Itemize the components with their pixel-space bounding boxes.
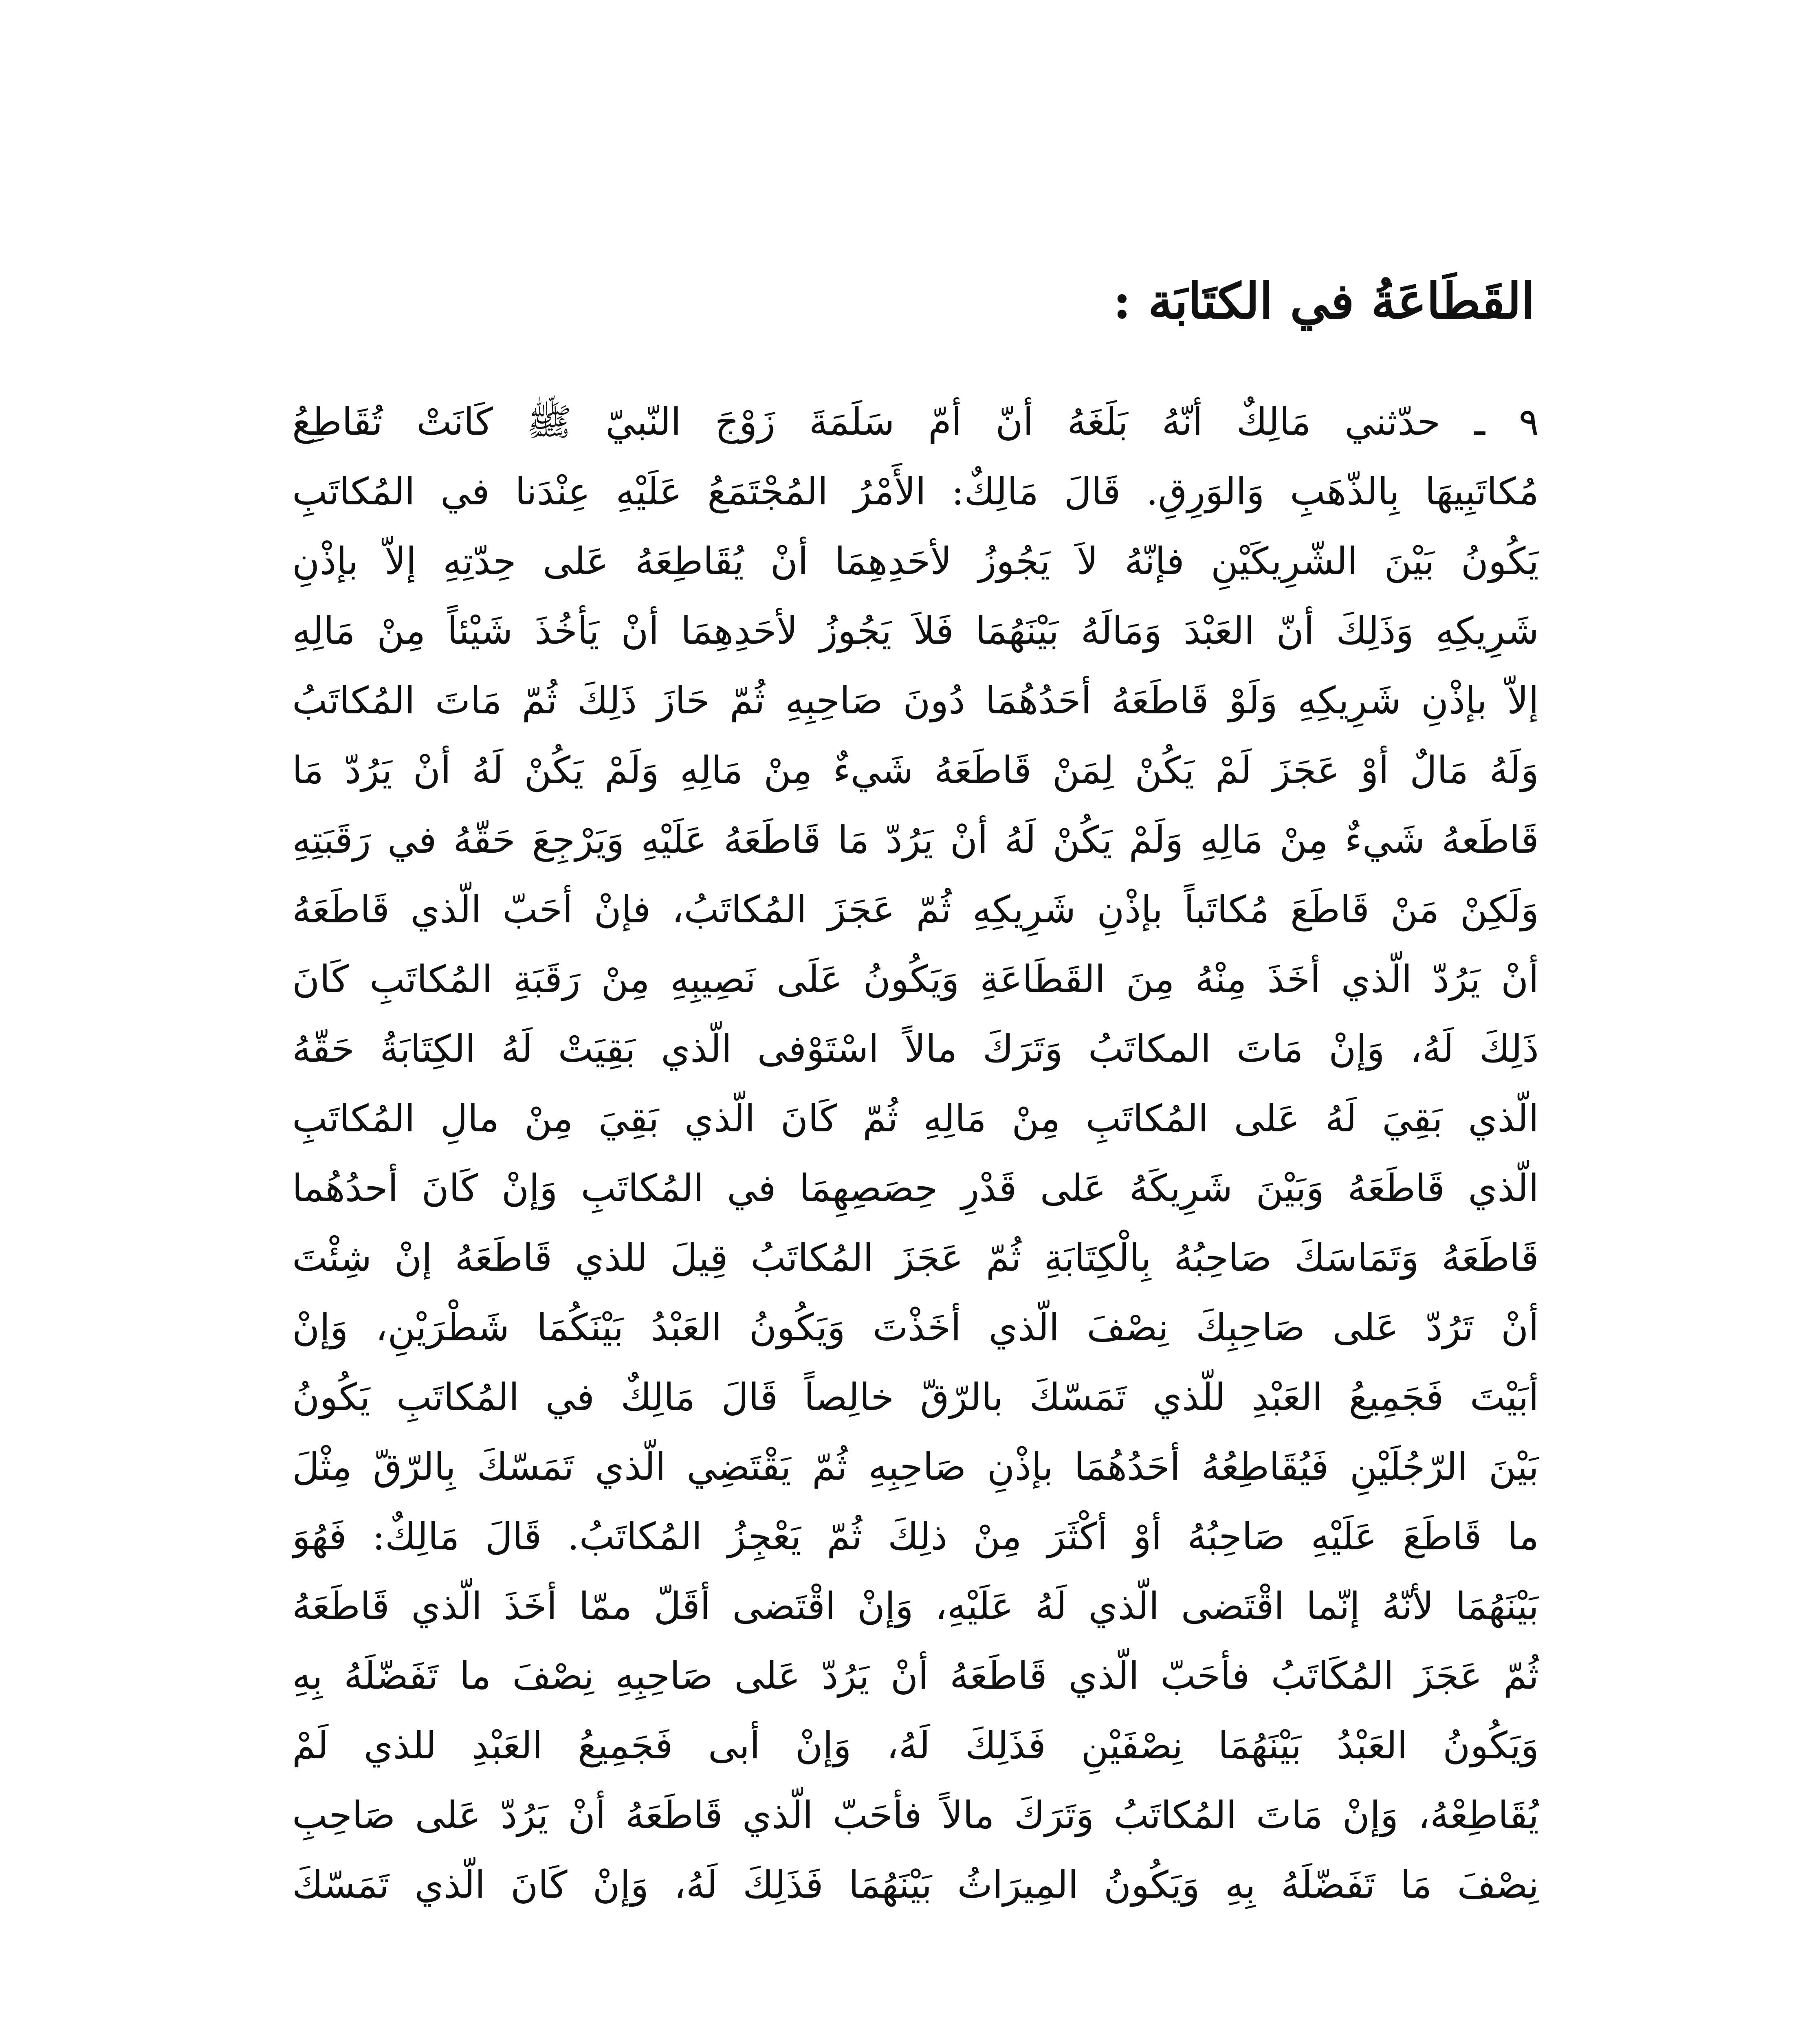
text-line: الّذي قَاطَعَهُ وَبَيْنَ شَرِيكَهُ عَلى قَدْرِ حِصَصِهِمَا في المُكاتَبِ وَإنْ كَانَ أحدُهُما [292,1166,1539,1210]
text-line: ذَلِكَ لَهُ، وَإنْ مَاتَ المكاتَبُ وَتَرَكَ مالاً اسْتَوْفى الّذي بَقِيَتْ لَهُ الكِتَابَةُ حَقّهُ [292,1027,1539,1071]
text-line: يَكُونُ بَيْنَ الشّرِيكَيْنِ فإنّهُ لاَ يَجُوزُ لأحَدِهِمَا أنْ يُقَاطِعَهُ عَلى حِدّتِهِ إلاّ بإذْنِ [292,539,1539,583]
text-line: إلاّ بإذْنِ شَرِيكِهِ وَلَوْ قَاطَعَهُ أحَدُهُمَا دُونَ صَاحِبِهِ ثُمّ حَازَ ذَلِكَ ثُمّ مَاتَ المُكاتَبُ [292,679,1539,722]
section-heading: القَطَاعَةُ في الكتَابَة : [1113,273,1535,330]
text-line: الّذي بَقِيَ لَهُ عَلى المُكاتَبِ مِنْ مَالِهِ ثُمّ كَانَ الّذي بَقِيَ مِنْ مالِ المُكاتَبِ [292,1097,1539,1140]
text-line: ثُمّ عَجَزَ المُكَاتَبُ فأحَبّ الّذي قَاطَعَهُ أنْ يَرُدّ عَلى صَاحِبِهِ نِصْفَ ما تَفَضّلَهُ بِهِ [292,1654,1539,1698]
text-line: وَيَكُونُ العَبْدُ بَيْنَهُمَا نِصْفَيْنِ فَذَلِكَ لَهُ، وَإنْ أبى فَجَمِيعُ العَبْدِ للذي لَمْ [292,1724,1539,1767]
text-line: أنْ تَرُدّ عَلى صَاحِبِكَ نِصْفَ الّذي أخَذْتَ وَيَكُونُ العَبْدُ بَيْنَكُمَا شَطْرَيْنِ، وَإنْ [292,1306,1539,1349]
text-line: شَرِيكِهِ وَذَلِكَ أنّ العَبْدَ وَمَالَهُ بَيْنَهُمَا فَلاَ يَجُوزُ لأحَدِهِمَا أنْ يَأخُذَ شَيْئاً مِنْ مَالِهِ [292,609,1539,653]
text-line: قَاطَعَهُ وَتَمَاسَكَ صَاحِبُهُ بِالْكِتَابَةِ ثُمّ عَجَزَ المُكاتَبُ قِيلَ للذي قَاطَعَهُ إنْ شِئْتَ [292,1236,1539,1280]
text-line: أنْ يَرُدّ الّذي أخَذَ مِنْهُ مِنَ القَطَاعَةِ وَيَكُونُ عَلَى نَصِيبِهِ مِنْ رَقَبَةِ المُكاتَبِ كَانَ [292,957,1539,1001]
text-line: وَلَهُ مَالٌ أوْ عَجَزَ لَمْ يَكُنْ لِمَنْ قَاطَعَهُ شَيءٌ مِنْ مَالِهِ وَلَمْ يَكُنْ لَهُ أنْ يَرُدّ مَا [292,748,1539,792]
text-line: ٩ ـ حدّثني مَالِكٌ أنّهُ بَلَغَهُ أنّ أمّ سَلَمَةَ زَوْجَ النّبيّ ﷺ كَانَتْ تُقَاطِعُ [292,400,1539,444]
paragraph [292,387,1539,2037]
text-line: مُكاتَبِيهَا بِالذّهَبِ وَالوَرِقِ. قَالَ مَالِكٌ: الأَمْرُ المُجْتَمَعُ عَلَيْهِ عِنْدَنا في المُكاتَبِ [292,470,1539,513]
text-line: ما قَاطَعَ عَلَيْهِ صَاحِبُهُ أوْ أكْثَرَ مِنْ ذلِكَ ثُمّ يَعْجِزُ المُكاتَبُ. قَالَ مَالِكٌ: فَهُوَ [292,1515,1539,1558]
text-line: أبَيْتَ فَجَمِيعُ العَبْدِ للّذي تَمَسّكَ بالرّقّ خالِصاً قَالَ مَالِكٌ في المُكاتَبِ يَكُونُ [292,1375,1539,1419]
text-line: يُقَاطِعْهُ، وَإنْ مَاتَ المُكاتَبُ وَتَرَكَ مالاً فأحَبّ الّذي قَاطَعَهُ أنْ يَرُدّ عَلى صَاحِبِ [292,1793,1539,1837]
text-line: بَيْنَهُمَا لأنّهُ إنّما اقْتَضى الّذي لَهُ عَلَيْهِ، وَإنْ اقْتَضى أقَلّ ممّا أخَذَ الّذي قَاطَعَهُ [292,1584,1539,1628]
text-line: بَيْنَ الرّجُلَيْنِ فَيُقَاطِعُهُ أحَدُهُمَا بإذْنِ صَاحِبِهِ ثُمّ يَقْتَضِي الّذي تَمَسّكَ بِالرّقّ مِثْلَ [292,1445,1539,1489]
text-line: نِصْفَ مَا تَفَضّلَهُ بِهِ وَيَكُونُ المِيرَاثُ بَيْنَهُمَا فَذَلِكَ لَهُ، وَإنْ كَانَ الّذي تَمَسّكَ [292,1863,1539,1907]
text-line: قَاطَعهُ شَيءٌ مِنْ مَالِهِ وَلَمْ يَكُنْ لَهُ أنْ يَرُدّ مَا قَاطَعَهُ عَلَيْهِ وَيَرْجِعَ حَقّهُ في رَقَبَتِهِ [292,818,1539,862]
text-line: وَلَكِنْ مَنْ قَاطَعَ مُكاتَباً بإذْنِ شَرِيكِهِ ثُمّ عَجَزَ المُكاتَبُ، فإنْ أحَبّ الّذي قَاطَعَهُ [292,888,1539,931]
